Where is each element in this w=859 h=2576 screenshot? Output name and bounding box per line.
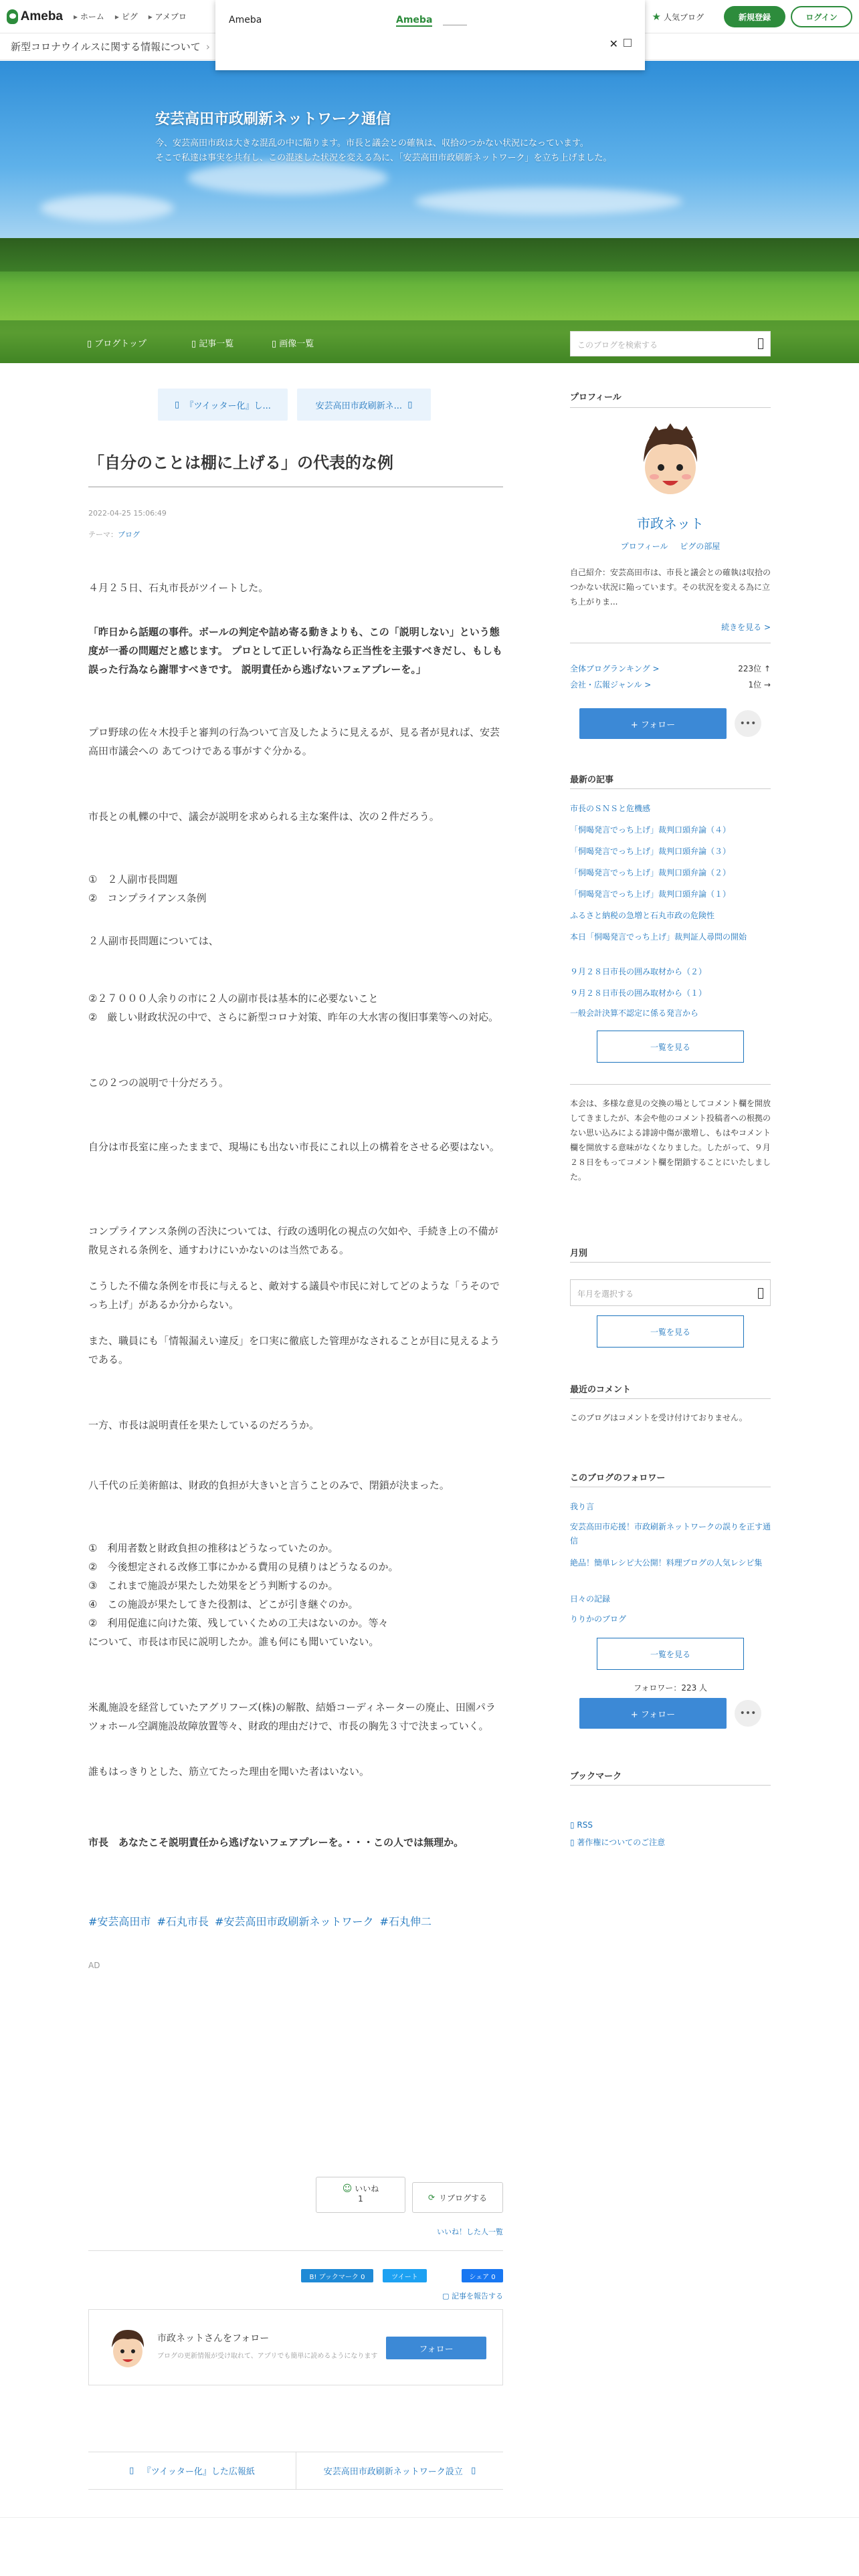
nav-ameblo[interactable]: ▸ アメブロ [149, 11, 187, 22]
report-link[interactable] [442, 2290, 503, 2301]
profile-name[interactable]: 市政ネット [637, 516, 704, 532]
overlay-tab[interactable]: Ameba [396, 15, 433, 25]
overlay-input[interactable] [443, 15, 467, 25]
chevron-left-icon: ▯ [175, 399, 185, 410]
recent-article-link[interactable]: 「恫喝発言でっち上げ」裁判口頭弁論（２） [570, 868, 731, 877]
month-select-value: 年月を選択する [577, 1289, 634, 1299]
article-paragraph: こうした不備な条例を市長に与えると、敵対する議員や市民に対してどのような「うそのでっち上げ」があるか分からない。 [88, 1280, 500, 1311]
next-post-title: 安芸高田市政刷新ネ... [315, 401, 402, 411]
article-paragraph: 誰もはっきりとした、筋立てたった理由を聞いた者はいない。 [88, 1765, 370, 1778]
like-count: 1 [358, 2194, 363, 2204]
logo-text: Ameba [20, 9, 63, 23]
chevron-down-icon [758, 1288, 763, 1299]
follower-blog-link[interactable]: 我り言 [570, 1502, 595, 1511]
overlay-label: Ameba [229, 15, 262, 25]
reblog-button[interactable] [412, 2182, 503, 2213]
divider [570, 1785, 771, 1786]
profile-intro: 自己紹介：安芸高田市は、市長と議会との確執は収拾のつかない状況に陥っています。その状況を変える為に立ち上がりま... [570, 568, 771, 607]
article-quote: 「昨日から話題の事件。ボールの判定や詰め寄る動きよりも、この「説明しない」という態度が一番の問題だと感じます。 プロとして正しい行為なら正当性を主張すべきだし、もしも誤った行為なら謝罪すべきです。 説明責任から逃げないフェアプレーを。」 [88, 626, 502, 675]
prev-post-link-bottom[interactable] [88, 2452, 296, 2489]
nav-images[interactable]: ▯ 画像一覧 [272, 336, 314, 349]
follow-button[interactable]: + フォロー [579, 708, 727, 739]
tree-line-decoration [0, 238, 859, 272]
article-paragraph: について、市長は市民に説明したか。誰も何にも聞いていない。 [88, 1636, 379, 1648]
follow-button[interactable]: フォロー [386, 2337, 486, 2359]
profile-heading: プロフィール [570, 393, 622, 403]
covid-info-text: 新型コロナウイルスに関する情報について [11, 41, 201, 53]
reblog-icon: ⟳ [427, 2193, 436, 2202]
article-paragraph: ４月２５日、石丸市長がツイートした。 [88, 582, 269, 594]
follower-blog-link[interactable]: 絶品！簡単レシピ大公開！料理ブログの人気レシピ集 [570, 1558, 763, 1568]
avatar [106, 2325, 149, 2371]
ameba-logo-icon [7, 9, 18, 24]
global-nav [63, 11, 187, 22]
hashtag[interactable]: #石丸市長 [157, 1915, 209, 1928]
followers-heading: このブログのフォロワー [570, 1473, 666, 1483]
star-icon: ★ [652, 11, 661, 23]
rss-icon: ▯ [570, 1820, 577, 1830]
article-paragraph: ① ２人副市長問題 [88, 873, 178, 885]
article-paragraph: ②２７０００人余りの市に２人の副市長は基本的に必要ないこと [88, 992, 379, 1004]
expand-icon[interactable] [624, 39, 632, 47]
article-paragraph: ② コンプライアンス条例 [88, 892, 207, 904]
blog-description-line: 今、安芸高田市政は大きな混乱の中に陥ります。市長と議会との確執は、収拾のつかない状況になっています。 [155, 138, 589, 148]
article-paragraph: ２人副市長問題については、 [88, 935, 219, 947]
theme-link[interactable]: ブログ [118, 530, 140, 539]
reblog-label: リブログする [439, 2193, 488, 2203]
cloud-decoration [187, 161, 388, 195]
recent-list-button[interactable]: 一覧を見る [597, 1031, 744, 1063]
divider [570, 407, 771, 408]
article-paragraph: また、職員にも「情報漏えい違反」を口実に徹底した管理がなされることが目に見えるようである。 [88, 1335, 500, 1366]
profile-links[interactable]: プロフィール ピグの部屋 [620, 542, 721, 551]
blog-search-input[interactable] [570, 331, 771, 356]
close-icon[interactable]: ✕ [609, 37, 618, 50]
blog-header [0, 61, 859, 363]
monthly-heading: 月別 [570, 1249, 588, 1259]
recent-article-link[interactable]: ふるさと納税の急増と石丸市政の危険性 [570, 911, 715, 920]
like-button[interactable] [316, 2177, 405, 2213]
report-label: 記事を報告する [452, 2292, 503, 2300]
article-paragraph: ② 利用促進に向けた策、残していくための工夫はないのか。等々 [88, 1617, 389, 1629]
register-button[interactable]: 新規登録 [724, 6, 785, 27]
monthly-list-button[interactable]: 一覧を見る [597, 1315, 744, 1348]
article-paragraph: コンプライアンス条例の否決については、行政の透明化の視点の欠如や、手続き上の不備が散見される条例を、通すわけにいかないのは当然である。 [88, 1225, 498, 1256]
article-paragraph: ① 利用者数と財政負担の推移はどうなっていたのか。 [88, 1542, 339, 1554]
prev-post-link[interactable] [158, 389, 288, 421]
popular-blog-link[interactable] [652, 11, 704, 23]
overlay-popup [215, 0, 645, 70]
follower-blog-link[interactable]: 日々の記録 [570, 1594, 611, 1604]
chevron-right-icon: ▯ [462, 2465, 476, 2476]
article-date: 2022-04-25 15:06:49 [88, 509, 167, 518]
article-paragraph: 米亂施設を経営していたアグリフーズ(株)の解散、結婚コーディネーターの廃止、田園パラツォホール空調施設故障放置等々、財政的理由だけで、市長の胸先３寸で決まっていく。 [88, 1701, 496, 1732]
follower-blog-link[interactable]: りりかのブログ [570, 1614, 627, 1624]
hashtag-list [88, 1913, 432, 1929]
profile-avatar[interactable] [636, 421, 705, 498]
bookmark-heading: ブックマーク [570, 1772, 622, 1782]
followers-list-button[interactable]: 一覧を見る [597, 1638, 744, 1670]
popular-blog-label: 人気ブログ [663, 12, 704, 22]
chevron-right-icon: ▯ [401, 399, 413, 410]
next-post-link-bottom[interactable] [296, 2452, 503, 2489]
more-options-icon[interactable]: ••• [735, 1700, 761, 1727]
rss-link[interactable] [570, 1818, 771, 1832]
recent-article-link[interactable]: 一般会計決算不認定に係る発言から [570, 1008, 699, 1018]
article-paragraph: 一方、市長は説明責任を果たしているのだろうか。 [88, 1419, 320, 1431]
divider [570, 1398, 771, 1399]
divider [88, 2489, 503, 2490]
hashtag[interactable]: #石丸伸二 [379, 1915, 432, 1928]
article-paragraph: この２つの説明で十分だろう。 [88, 1077, 229, 1089]
nav-pigg[interactable]: ▸ ピグ [115, 11, 138, 22]
nav-home[interactable]: ▸ ホーム [74, 11, 104, 22]
follow-card [88, 2309, 503, 2385]
chevron-right-icon: › [205, 40, 210, 53]
header-actions [652, 0, 859, 33]
ranking-label: 会社・広報ジャンル > [570, 680, 652, 689]
article-paragraph: ④ この施設が果たしてきた役割は、どこが引き継ぐのか。 [88, 1598, 359, 1610]
divider [570, 1084, 771, 1085]
recent-heading: 最新の記事 [570, 775, 614, 785]
follow-card-name: 市政ネットさんをフォロー [157, 2333, 270, 2344]
article-paragraph: 八千代の丘美術館は、財政的負担が大きいと言うことのみで、閉鎖が決まった。 [88, 1479, 450, 1491]
follower-count: フォロワー：223 人 [633, 1683, 708, 1693]
login-button[interactable]: ログイン [791, 6, 852, 27]
like-label: いいね [355, 2184, 379, 2193]
footer-divider [0, 2517, 859, 2518]
blog-title[interactable]: 安芸高田市政刷新ネットワーク通信 [155, 111, 391, 128]
article-paragraph: ③ これまで施設が果たした効果をどう判断するのか。 [88, 1580, 339, 1592]
chevron-left-icon: ▯ [129, 2465, 142, 2476]
prev-post-title: 『ツイッター化』し... [185, 401, 271, 411]
like-list-link[interactable]: いいね！した人一覧 [437, 2228, 503, 2236]
next-post-title: 安芸高田市政刷新ネットワーク設立 [323, 2466, 463, 2477]
blog-nav [0, 320, 859, 363]
ranking-label: 全体ブログランキング > [570, 664, 660, 673]
search-icon[interactable] [758, 338, 763, 349]
comment-notice: 本会は、多様な意見の交換の場としてコメント欄を開放してきましたが、本会や他のコメント投稿者への根拠のない思い込みによる誹謗中傷が激増し、もはやコメント欄を開放する意味がなくなりました。したがって、９月２８日をもってコメント欄を閉鎖することにいたしました。 [570, 1099, 771, 1182]
ranking-value: 223位 ↑ [738, 664, 771, 673]
ameba-logo[interactable] [7, 9, 63, 24]
tweet-button[interactable]: ツイート [383, 2269, 427, 2282]
hashtag[interactable]: #安芸高田市政刷新ネットワーク [215, 1915, 374, 1928]
recent-article-link[interactable]: 市長のＳＮＳと危機感 [570, 804, 651, 813]
divider [88, 2250, 503, 2251]
more-options-icon[interactable]: ••• [735, 710, 761, 737]
article-paragraph: 自分は市長室に座ったままで、現場にも出ない市長にこれ以上の構着をさせる必要はない。 [88, 1141, 500, 1153]
recent-article-link[interactable]: ９月２８日市長の囲み取材から（２） [570, 967, 707, 976]
comments-heading: 最近のコメント [570, 1385, 632, 1395]
facebook-share-button[interactable]: シェア 0 [462, 2269, 503, 2282]
article-paragraph: ② 今後想定される改修工事にかかる費用の見積りはどうなるのか。 [88, 1561, 399, 1573]
article-conclusion: 市長 あなたこそ説明責任から逃げないフェアプレーを。・・・この人では無理か。 [88, 1836, 464, 1848]
ad-label: AD [88, 1961, 100, 1970]
theme-label: テーマ： [88, 530, 118, 539]
blog-description-line: そこで私達は事実を共有し、この混迷した状況を変える為に、「安芸高田市政刷新ネットワーク」を立ち上げました。 [155, 153, 612, 163]
copyright-link[interactable] [570, 1836, 771, 1850]
recent-article-link[interactable]: 「恫喝発言でっち上げ」裁判口頭弁論（１） [570, 889, 731, 899]
divider [570, 1262, 771, 1263]
nav-blog-top[interactable]: ▯ ブログトップ [87, 336, 147, 349]
rss-label: RSS [577, 1820, 593, 1830]
hashtag[interactable]: #安芸高田市 [88, 1915, 151, 1928]
divider [570, 788, 771, 789]
recent-article-link[interactable]: 本日「恫喝発言でっち上げ」裁判証人尋問の開始 [570, 932, 747, 942]
nav-articles[interactable]: ▯ 記事一覧 [191, 336, 233, 349]
follow-button[interactable]: + フォロー [579, 1698, 727, 1729]
article-theme [88, 529, 140, 540]
recent-article-link[interactable]: 「恫喝発言でっち上げ」裁判口頭弁論（３） [570, 847, 731, 856]
smile-icon: ☺ [342, 2183, 353, 2194]
search-placeholder: このブログを検索する [577, 340, 658, 350]
hatena-bookmark-button[interactable]: B! ブックマーク 0 [301, 2269, 373, 2282]
recent-article-link[interactable]: ９月２８日市長の囲み取材から（１） [570, 988, 707, 998]
cloud-decoration [40, 195, 174, 221]
ranking-genre[interactable] [570, 679, 771, 690]
article-title[interactable]: 「自分のことは棚に上げる」の代表的な例 [88, 453, 393, 472]
article-paragraph: プロ野球の佐々木投手と審判の行為ついて言及したように見えるが、見る者が見れば、安芸高田市議会への あてつけである事がすぐ分かる。 [88, 726, 500, 757]
ranking-overall[interactable] [570, 663, 771, 674]
ranking-value: 1位 → [748, 680, 771, 689]
article-paragraph: 市長との軋轢の中で、議会が説明を求められる主な案件は、次の２件だろう。 [88, 811, 440, 823]
recent-article-link[interactable]: 「恫喝発言でっち上げ」裁判口頭弁論（４） [570, 825, 731, 835]
blog-description [155, 136, 612, 166]
chat-icon: ▢ [442, 2292, 452, 2300]
follow-card-desc: ブログの更新情報が受け取れて、アプリでも簡単に読めるようになります [157, 2353, 378, 2360]
cloud-decoration [415, 188, 682, 215]
next-post-link[interactable] [297, 389, 431, 421]
article-paragraph: ② 厳しい財政状況の中で、さらに新型コロナ対策、昨年の大水害の復旧事業等への対応。 [88, 1011, 499, 1023]
document-icon: ▯ [570, 1838, 577, 1847]
title-divider [88, 486, 503, 488]
month-select[interactable] [570, 1279, 771, 1306]
profile-more-link[interactable]: 続きを見る > [721, 623, 771, 632]
copyright-label: 著作権についてのご注意 [577, 1838, 666, 1847]
comments-text: このブログはコメントを受け付けておりません。 [570, 1413, 747, 1422]
follower-blog-link[interactable]: 安芸高田市応援！市政刷新ネットワークの誤りを正す通信 [570, 1522, 771, 1545]
prev-post-title: 『ツイッター化』した広報紙 [142, 2466, 255, 2477]
